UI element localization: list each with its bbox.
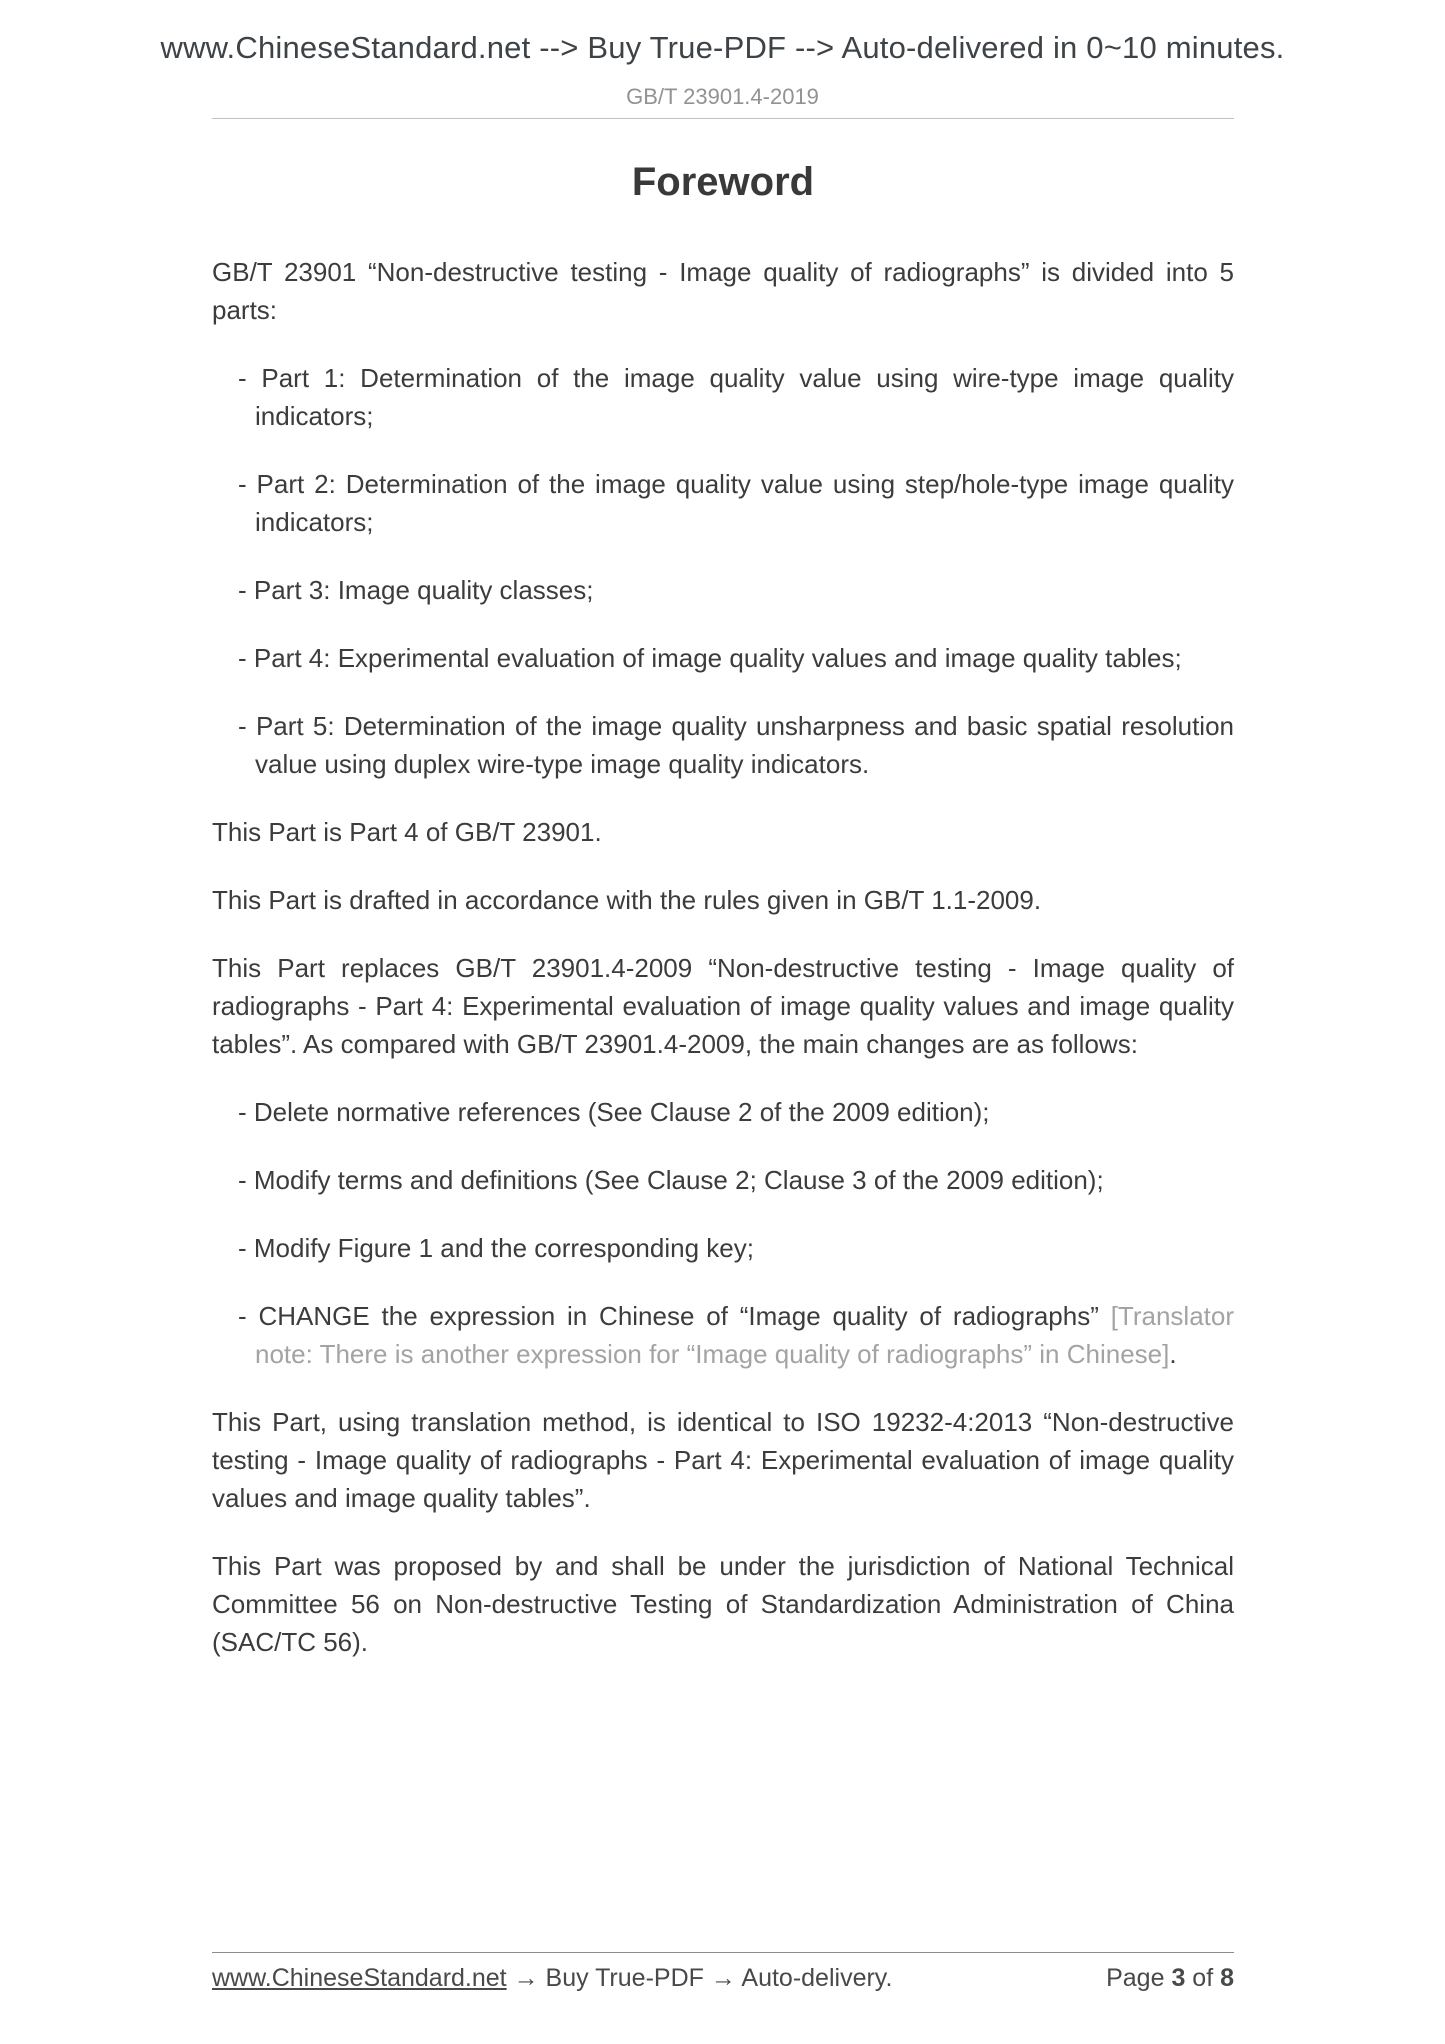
footer — [212, 1964, 1234, 1993]
doc-code: GB/T 23901.4-2019 — [626, 84, 819, 109]
list-item-part2: - Part 2: Determination of the image quality value using step/hole-type image quality indicators; — [238, 469, 1234, 537]
page-current: 3 — [1171, 1964, 1186, 1992]
footer-page-indicator — [1106, 1964, 1234, 1993]
change-item-suffix: . — [1169, 1339, 1177, 1369]
list-item-part5: - Part 5: Determination of the image quality unsharpness and basic spatial resolution value using duplex wire-type image quality indicators. — [238, 711, 1234, 779]
list-item-part3: - Part 3: Image quality classes; — [238, 575, 594, 605]
header-divider — [212, 118, 1234, 119]
list-item-part1: - Part 1: Determination of the image quality value using wire-type image quality indicators; — [238, 363, 1234, 431]
header-banner: www.ChineseStandard.net --> Buy True-PDF --> Auto-delivered in 0~10 minutes. — [160, 30, 1285, 65]
of-label: of — [1185, 1964, 1221, 1992]
paragraph-jurisdiction: This Part was proposed by and shall be under the jurisdiction of National Technical Committee 56 on Non-destructive Testing of Standardization Administration of China (SAC/TC 56). — [212, 1551, 1234, 1657]
list-item-part4: - Part 4: Experimental evaluation of image quality values and image quality tables; — [238, 643, 1182, 673]
footer-site-link[interactable]: www.ChineseStandard.net — [212, 1964, 507, 1992]
list-item-change-2: - Modify terms and definitions (See Clause 2; Clause 3 of the 2009 edition); — [238, 1165, 1104, 1195]
paragraph-drafted: This Part is drafted in accordance with the rules given in GB/T 1.1-2009. — [212, 885, 1042, 915]
page-title: Foreword — [631, 160, 815, 204]
paragraph-iso-identical: This Part, using translation method, is identical to ISO 19232-4:2013 “Non-destructive testing - Image quality of radiographs - Part 4: Experimental evaluation of image quality values and image quality tables”. — [212, 1407, 1234, 1513]
list-item-change-3: - Modify Figure 1 and the corresponding key; — [238, 1233, 754, 1263]
footer-left — [212, 1964, 892, 1993]
page-total: 8 — [1220, 1964, 1234, 1992]
intro-paragraph: GB/T 23901 “Non-destructive testing - Image quality of radiographs” is divided into 5 parts: — [212, 257, 1234, 325]
translator-note: [Translator note: There is another expression for “Image quality of radiographs” in Chinese] — [255, 1301, 1234, 1369]
list-item-change-4 — [238, 1297, 1234, 1373]
footer-divider — [212, 1952, 1234, 1953]
document-body — [212, 150, 1234, 1691]
footer-tagline: → Buy True-PDF → Auto-delivery. — [506, 1964, 893, 1992]
change-item-text: - CHANGE the expression in Chinese of “Image quality of radiographs” — [238, 1301, 1111, 1331]
list-item-change-1: - Delete normative references (See Clause 2 of the 2009 edition); — [238, 1097, 990, 1127]
page-label: Page — [1106, 1964, 1172, 1992]
paragraph-replaces: This Part replaces GB/T 23901.4-2009 “Non-destructive testing - Image quality of radiographs - Part 4: Experimental evaluation of image quality values and image quality tables”. As compared with GB/T 23901.4-2009, the main changes are as follows: — [212, 953, 1234, 1059]
paragraph-this-part: This Part is Part 4 of GB/T 23901. — [212, 817, 602, 847]
